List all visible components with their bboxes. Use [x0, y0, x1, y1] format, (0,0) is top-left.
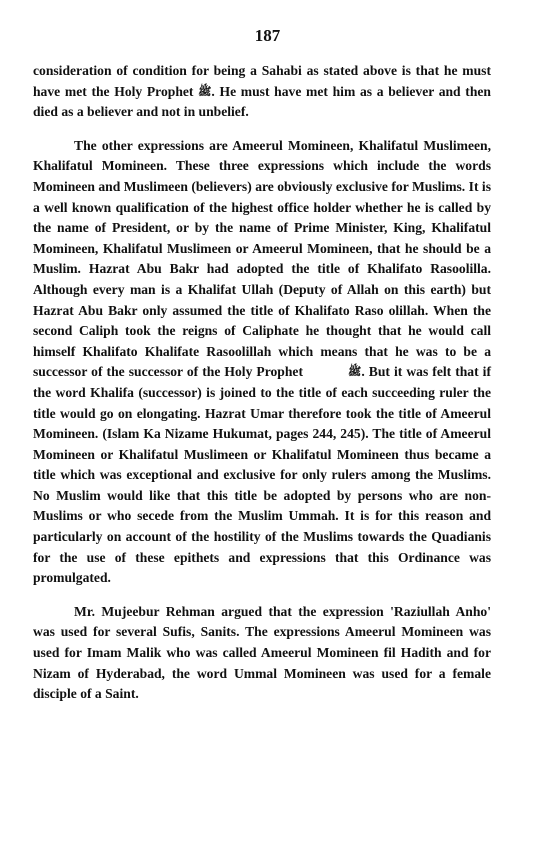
pbuh-honorific-icon: ﷺ [198, 85, 212, 98]
paragraph-2 [33, 136, 491, 589]
paragraph-1-text-end: . He must have met him as a believer and then died as a believer and not in unbelief. [33, 83, 491, 120]
page-number: 187 [254, 26, 281, 45]
page-body [33, 61, 491, 705]
paragraph-2-text-end: . But it was felt that if the word Khalifa (successor) is joined to the title of each succeeding ruler the title would go on elongating. Hazrat Umar therefore took the title of Ameerul Momineen. (Islam Ka Nizame Hukumat, pages 244, 245). The title of Ameerul Momineen or Khalifatul Muslimeen or Khalifatul Momineen thus became a title which was exceptional and exclusive for only rulers among the Muslims. No Muslim would like that this title be adopted by persons who are non-Muslims or who secede from the Muslim Ummah. It is for this reason and particularly on account of the hostility of the Muslims towards the Quadianis for the use of these epithets and expressions that this Ordinance was promulgated. [33, 364, 491, 586]
paragraph-1-text-start: consideration of condition for being a Sahabi as stated above is that he must have met the Holy Prophet [33, 63, 491, 99]
paragraph-2-text-start: The other expressions are Ameerul Momineen, Khalifatul Muslimeen, Khalifatul Momineen. These three expressions which include the words Momineen and Muslimeen (believers) are obviously exclusive for Muslims. It is a well known qualification of the highest office holder whether he is called by the name of President, or by the name of Prime Minister, King, Khalifatul Momineen, Khalifatul Muslimeen or Ameerul Momineen, that he should be a Muslim. Hazrat Abu Bakr had adopted the title of Khalifato Rasoolilla. Although every man is a Khalifat Ullah (Deputy of Allah on this earth) but Hazrat Abu Bakr only assumed the title of Khalifato Raso olillah. When the second Caliph took the reigns of Caliphate he thought that he would call himself Khalifato Khalifate Rasoolillah which means that he was to be a successor of the successor of the Holy Prophet [33, 137, 491, 380]
paragraph-spacer [33, 123, 491, 136]
paragraph-3: Mr. Mujeebur Rehman argued that the expression 'Raziullah Anho' was used for several Sufis, Sanits. The expressions Ameerul Momineen was used for Imam Malik who was called Ameerul Momineen fil Hadith and for Nizam of Hyderabad, the word Ummal Momineen was used for a female disciple of a Saint. [33, 603, 491, 702]
pbuh-honorific-icon: ﷺ [348, 366, 362, 379]
paragraph-spacer [33, 589, 491, 602]
paragraph-1 [33, 61, 491, 123]
